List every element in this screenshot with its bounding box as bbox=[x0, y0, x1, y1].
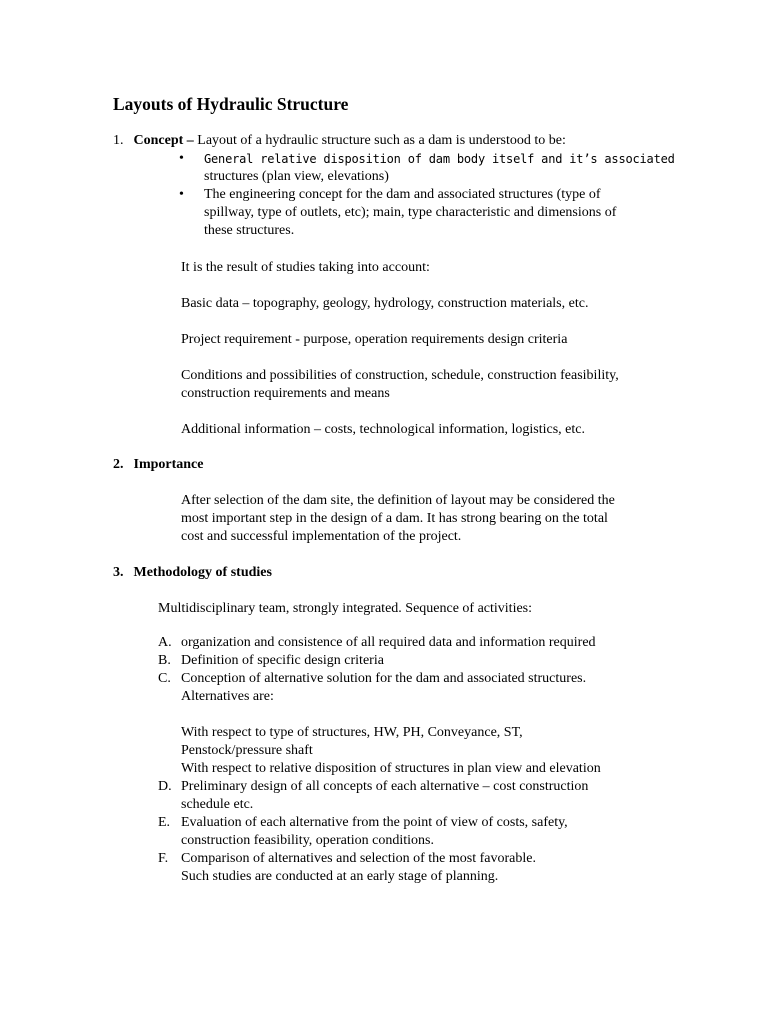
bullet-line: spillway, type of outlets, etc); main, type characteristic and dimensions of bbox=[204, 205, 617, 220]
item-line: With respect to relative disposition of structures in plan view and elevation bbox=[181, 761, 601, 776]
section-2-heading: Importance bbox=[133, 457, 204, 472]
section-3-heading-line bbox=[113, 564, 272, 582]
bullet-line: structures (plan view, elevations) bbox=[204, 169, 389, 184]
bullet-item bbox=[179, 150, 675, 186]
item-line: Comparison of alternatives and selection of the most favorable. bbox=[181, 851, 536, 866]
bullet-item bbox=[179, 186, 675, 240]
item-line: Conception of alternative solution for the dam and associated structures. bbox=[181, 671, 587, 686]
item-letter: F. bbox=[158, 851, 169, 866]
page-title: Layouts of Hydraulic Structure bbox=[113, 94, 349, 114]
item-line: Definition of specific design criteria bbox=[181, 653, 384, 668]
concept-bullet-list bbox=[179, 150, 675, 240]
item-letter: D. bbox=[158, 779, 172, 794]
section-2-number: 2. bbox=[113, 457, 124, 472]
conditions-line: construction requirements and means bbox=[181, 386, 390, 401]
paragraph-line: most important step in the design of a dam. It has strong bearing on the total bbox=[181, 511, 608, 526]
bullet-icon: • bbox=[179, 151, 184, 166]
item-spacer bbox=[181, 706, 601, 724]
project-requirement-text: Project requirement - purpose, operation requirements design criteria bbox=[181, 332, 568, 347]
item-line: Evaluation of each alternative from the point of view of costs, safety, bbox=[181, 815, 568, 830]
list-item bbox=[158, 652, 601, 670]
item-line: Penstock/pressure shaft bbox=[181, 743, 313, 758]
list-item bbox=[158, 778, 601, 814]
item-letter: C. bbox=[158, 671, 171, 686]
list-item bbox=[158, 670, 601, 778]
item-line: construction feasibility, operation conditions. bbox=[181, 833, 434, 848]
section-3-heading: Methodology of studies bbox=[133, 565, 272, 580]
conditions-text bbox=[181, 367, 619, 403]
basic-data-text: Basic data – topography, geology, hydrology, construction materials, etc. bbox=[181, 296, 589, 311]
bullet-line: General relative disposition of dam body itself and it’s associated bbox=[204, 152, 675, 166]
item-line: With respect to type of structures, HW, PH, Conveyance, ST, bbox=[181, 725, 523, 740]
section-1-number: 1. bbox=[113, 133, 124, 148]
conditions-line: Conditions and possibilities of construction, schedule, construction feasibility, bbox=[181, 368, 619, 383]
list-item bbox=[158, 850, 601, 886]
item-letter: B. bbox=[158, 653, 171, 668]
item-line: Preliminary design of all concepts of each alternative – cost construction bbox=[181, 779, 589, 794]
bullet-icon: • bbox=[179, 187, 184, 202]
bullet-line: these structures. bbox=[204, 223, 295, 238]
result-text: It is the result of studies taking into account: bbox=[181, 260, 430, 275]
bullet-line: The engineering concept for the dam and associated structures (type of bbox=[204, 187, 601, 202]
activities-list bbox=[158, 634, 601, 886]
item-letter: A. bbox=[158, 635, 172, 650]
item-line: Such studies are conducted at an early stage of planning. bbox=[181, 869, 499, 884]
list-item bbox=[158, 814, 601, 850]
paragraph-line: After selection of the dam site, the definition of layout may be considered the bbox=[181, 493, 615, 508]
importance-paragraph bbox=[181, 492, 615, 546]
item-line: organization and consistence of all required data and information required bbox=[181, 635, 596, 650]
section-2-heading-line bbox=[113, 456, 204, 474]
section-1-intro: Layout of a hydraulic structure such as a dam is understood to be: bbox=[193, 133, 566, 148]
section-3-number: 3. bbox=[113, 565, 124, 580]
additional-info-text: Additional information – costs, technological information, logistics, etc. bbox=[181, 422, 585, 437]
section-1-heading: Concept – bbox=[133, 133, 194, 148]
item-letter: E. bbox=[158, 815, 171, 830]
list-item bbox=[158, 634, 601, 652]
methodology-intro: Multidisciplinary team, strongly integrated. Sequence of activities: bbox=[158, 601, 533, 616]
item-line: Alternatives are: bbox=[181, 689, 274, 704]
section-1-heading-line bbox=[113, 132, 566, 150]
paragraph-line: cost and successful implementation of the project. bbox=[181, 529, 462, 544]
item-line: schedule etc. bbox=[181, 797, 254, 812]
